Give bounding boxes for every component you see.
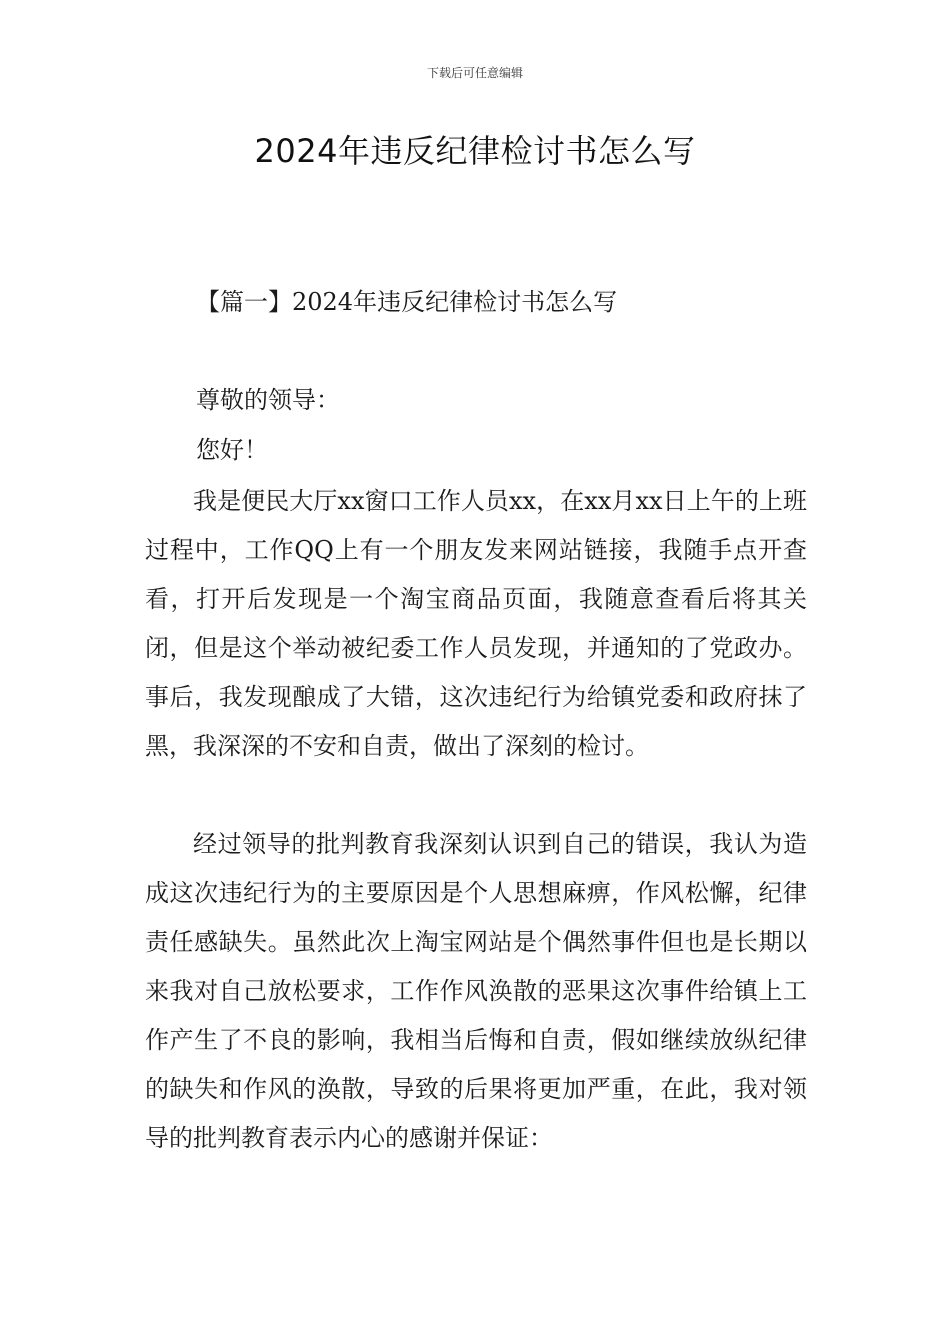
document-title: 2024年违反纪律检讨书怎么写 (254, 132, 696, 170)
body-paragraph-1: 我是便民大厅xx窗口工作人员xx，在xx月xx日上午的上班过程中，工作QQ上有一个朋友发来网站链接，我随手点开查看，打开后发现是一个淘宝商品页面，我随意查看后将其关闭，但是这个举动被纪委工作人员发现，并通知的了党政办。事后，我发现酿成了大错，这次违纪行为给镇党委和政府抹了黑，我深深的不安和自责，做出了深刻的检讨。 (145, 487, 807, 760)
header-note: 下载后可任意编辑 (426, 66, 523, 80)
section-heading: 【篇一】2024年违反纪律检讨书怎么写 (196, 288, 618, 316)
greeting: 您好！ (196, 436, 268, 464)
salutation: 尊敬的领导： (196, 386, 340, 414)
body-paragraph-2: 经过领导的批判教育我深刻认识到自己的错误，我认为造成这次违纪行为的主要原因是个人思想麻痹，作风松懈，纪律责任感缺失。虽然此次上淘宝网站是个偶然事件但也是长期以来我对自己放松要求，工作作风涣散的恶果这次事件给镇上工作产生了不良的影响，我相当后悔和自责，假如继续放纵纪律的缺失和作风的涣散，导致的后果将更加严重，在此，我对领导的批判教育表示内心的感谢并保证： (145, 830, 807, 1152)
